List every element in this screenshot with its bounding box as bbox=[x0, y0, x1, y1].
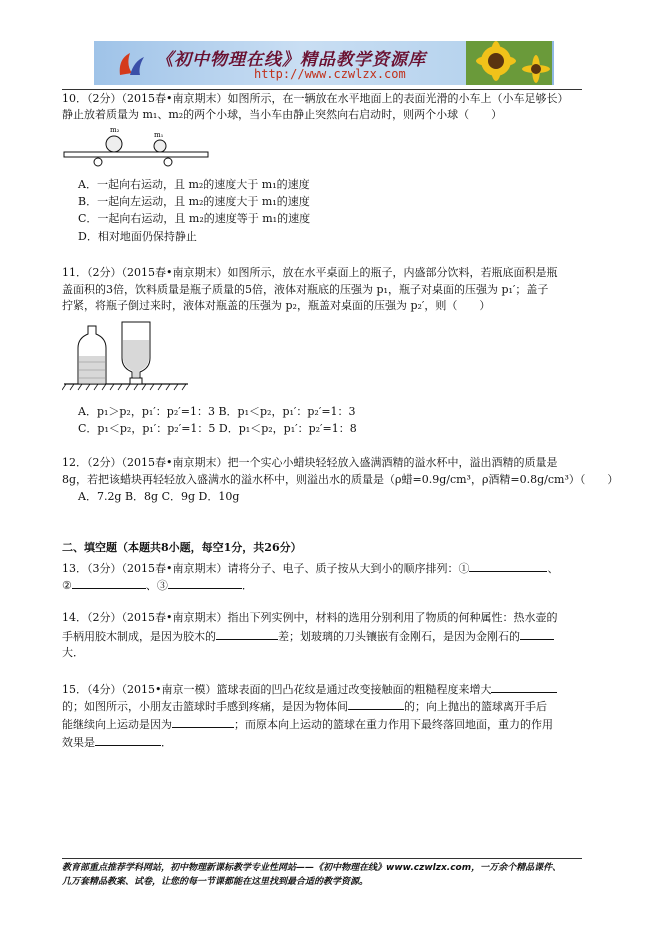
q15-text-2b: 的；向上抛出的篮球离开手后 bbox=[404, 700, 547, 713]
footer-rule bbox=[62, 858, 582, 859]
q15-text-2a: 的；如图所示，小朋友击篮球时手感到疼痛，是因为物体间 bbox=[62, 700, 348, 713]
q15-text-4a: 效果是 bbox=[62, 736, 95, 749]
q13-stem-text: 13．（3分）（2015春•南京期末）请将分子、电子、质子按从大到小的顺序排列：① bbox=[62, 562, 470, 575]
q12-options[interactable]: A．7.2g B．8g C．9g D．10g bbox=[78, 490, 240, 503]
q15-stem-line2 bbox=[62, 698, 547, 714]
header-banner bbox=[94, 41, 554, 85]
q13-stem-line1 bbox=[62, 560, 558, 576]
banner-title: 《初中物理在线》精品教学资源库 bbox=[156, 50, 426, 70]
q14-text-a: 手柄用胶木制成，是因为胶木的 bbox=[62, 630, 216, 643]
q13-circle-2: ② bbox=[62, 579, 72, 592]
section-heading-fill-in: 二、填空题（本题共8小题，每空1分，共26分） bbox=[62, 541, 302, 554]
footer-line1: 教育部重点推荐学科网站，初中物理新课标教学专业性网站——《初中物理在线》www.czwlzx.com，一万余个精品课件、 bbox=[62, 863, 562, 873]
q13-blank-3[interactable] bbox=[168, 577, 242, 589]
q13-circle-3: 、③ bbox=[145, 579, 168, 592]
q12-stem-line1: 12．（2分）（2015春•南京期末）把一个实心小蜡块轻轻放入盛满酒精的溢水杯中，溢出酒精的质量是 bbox=[62, 456, 558, 469]
q15-text-4b: ． bbox=[161, 736, 172, 749]
q15-blank-1[interactable] bbox=[491, 681, 557, 693]
q10-cart-figure bbox=[62, 124, 212, 170]
q13-blank-2[interactable] bbox=[72, 577, 146, 589]
q10-stem-line2: 静止放着质量为 m₁、m₂的两个小球，当小车由静止突然向右启动时，则两个小球（ ） bbox=[62, 108, 503, 121]
q13-sep-1: 、 bbox=[547, 562, 559, 575]
sunflower-icon bbox=[466, 41, 552, 85]
q10-option-a[interactable]: A．一起向右运动，且 m₂的速度大于 m₁的速度 bbox=[78, 178, 310, 191]
q10-label-m2: m₂ bbox=[110, 126, 120, 134]
q12-stem-line2: 8g，若把该蜡块再轻轻放入盛满水的溢水杯中，则溢出水的质量是（ρ蜡=0.9g/cm³，ρ酒精=0.8g/cm³）（ ） bbox=[62, 473, 619, 486]
q10-stem-line1: 10．（2分）（2015春•南京期末）如图所示，在一辆放在水平地面上的表面光滑的小车上（小车足够长） bbox=[62, 92, 569, 105]
q14-stem-line2 bbox=[62, 628, 554, 644]
q14-blank-2[interactable] bbox=[520, 628, 554, 640]
q14-stem-line3: 大． bbox=[62, 646, 84, 659]
q10-option-b[interactable]: B．一起向左运动，且 m₂的速度大于 m₁的速度 bbox=[78, 195, 310, 208]
q11-bottle-figure bbox=[62, 318, 192, 396]
q13-end: ． bbox=[241, 579, 253, 592]
q13-stem-line2 bbox=[62, 577, 253, 593]
q15-text-3a: 能继续向上运动是因为 bbox=[62, 718, 172, 731]
q10-option-d[interactable]: D．相对地面仍保持静止 bbox=[78, 230, 197, 243]
q14-text-b: 差；划玻璃的刀头镶嵌有金刚石，是因为金刚石的 bbox=[278, 630, 520, 643]
q15-text-3b: ；而原本向上运动的篮球在重力作用下最终落回地面，重力的作用 bbox=[234, 718, 553, 731]
q11-stem-line1: 11．（2分）（2015春•南京期末）如图所示，放在水平桌面上的瓶子，内盛部分饮料，若瓶底面积是瓶 bbox=[62, 266, 558, 279]
q15-blank-2[interactable] bbox=[348, 698, 404, 710]
q15-blank-4[interactable] bbox=[95, 734, 161, 746]
banner-url[interactable]: http://www.czwlzx.com bbox=[254, 67, 406, 81]
q14-stem-line1: 14．（2分）（2015春•南京期末）指出下列实例中，材料的选用分别利用了物质的何种属性：热水壶的 bbox=[62, 611, 558, 624]
q15-stem-line4 bbox=[62, 734, 172, 750]
q14-blank-1[interactable] bbox=[216, 628, 278, 640]
q15-stem-line3 bbox=[62, 716, 553, 732]
q11-options-row1[interactable]: A．p₁＞p₂，p₁′：p₂′=1：3 B．p₁＜p₂，p₁′：p₂′=1：3 bbox=[78, 405, 356, 418]
q10-option-c[interactable]: C．一起向右运动，且 m₂的速度等于 m₁的速度 bbox=[78, 212, 311, 225]
q11-stem-line3: 拧紧，将瓶子倒过来时，液体对瓶盖的压强为 p₂，瓶盖对桌面的压强为 p₂′，则（ ） bbox=[62, 299, 491, 312]
q15-stem-line1 bbox=[62, 681, 557, 697]
header-rule bbox=[62, 89, 582, 90]
q15-text-1: 15．（4分）（2015•南京一模）篮球表面的凹凸花纹是通过改变接触面的粗糙程度来增大 bbox=[62, 683, 492, 696]
q11-options-row2[interactable]: C．p₁＜p₂，p₁′：p₂′=1：5 D．p₁＜p₂，p₁′：p₂′=1：8 bbox=[78, 422, 357, 435]
q10-label-m1: m₁ bbox=[154, 131, 164, 139]
q13-blank-1[interactable] bbox=[469, 560, 547, 572]
footer-line2: 几万套精品教案、试卷，让您的每一节课都能在这里找到最合适的教学资源。 bbox=[62, 877, 369, 887]
site-logo-icon bbox=[116, 47, 146, 79]
q11-stem-line2: 盖面积的3倍，饮料质量是瓶子质量的5倍，液体对瓶底的压强为 p₁，瓶子对桌面的压强为 p₁′；盖子 bbox=[62, 283, 549, 296]
q15-blank-3[interactable] bbox=[172, 716, 234, 728]
